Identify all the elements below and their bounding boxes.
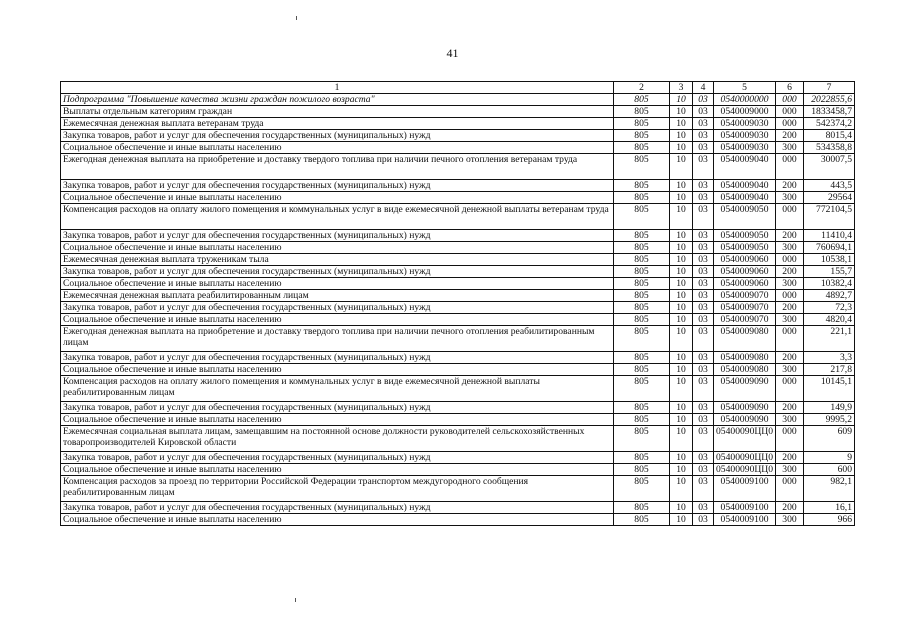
section-code-cell: 10 [670, 314, 693, 326]
row-name-cell: Социальное обеспечение и иные выплаты населению [61, 278, 614, 290]
subsection-code-cell: 03 [693, 106, 714, 118]
expense-type-cell: 000 [776, 376, 804, 402]
ministry-code-cell: 805 [614, 154, 670, 180]
table-row [61, 180, 855, 192]
amount-cell: 772104,5 [804, 204, 855, 230]
target-article-cell: 0540009050 [714, 204, 776, 230]
ministry-code-cell: 805 [614, 142, 670, 154]
expense-type-cell: 200 [776, 402, 804, 414]
subsection-code-cell: 03 [693, 242, 714, 254]
target-article-cell: 0540009040 [714, 192, 776, 204]
amount-cell: 16,1 [804, 502, 855, 514]
expense-type-cell: 200 [776, 352, 804, 364]
amount-cell: 29564 [804, 192, 855, 204]
section-code-cell: 10 [670, 242, 693, 254]
row-name-cell: Компенсация расходов на оплату жилого помещения и коммунальных услуг в виде ежемесячной денежной выплаты реабилитированным лицам [61, 376, 614, 402]
row-name-cell: Социальное обеспечение и иные выплаты населению [61, 142, 614, 154]
expense-type-cell: 000 [776, 106, 804, 118]
target-article-cell: 0540009100 [714, 476, 776, 502]
subsection-code-cell: 03 [693, 278, 714, 290]
ministry-code-cell: 805 [614, 352, 670, 364]
target-article-cell: 0540009060 [714, 278, 776, 290]
row-name-cell: Социальное обеспечение и иные выплаты населению [61, 414, 614, 426]
target-article-cell: 0540009100 [714, 502, 776, 514]
ministry-code-cell: 805 [614, 290, 670, 302]
subsection-code-cell: 03 [693, 326, 714, 352]
target-article-cell: 0540009050 [714, 230, 776, 242]
amount-cell: 8015,4 [804, 130, 855, 142]
target-article-cell: 05400090ЦЦ0 [714, 464, 776, 476]
table-row [61, 230, 855, 242]
ministry-code-cell: 805 [614, 230, 670, 242]
section-code-cell: 10 [670, 230, 693, 242]
target-article-cell: 0540000000 [714, 94, 776, 106]
amount-cell: 72,3 [804, 302, 855, 314]
amount-cell: 600 [804, 464, 855, 476]
table-row [61, 414, 855, 426]
row-name-cell: Закупка товаров, работ и услуг для обеспечения государственных (муниципальных) нужд [61, 452, 614, 464]
amount-cell: 149,9 [804, 402, 855, 414]
expense-type-cell: 300 [776, 314, 804, 326]
section-code-cell: 10 [670, 402, 693, 414]
table-row [61, 204, 855, 230]
target-article-cell: 0540009070 [714, 302, 776, 314]
row-name-cell: Ежемесячная денежная выплата реабилитированным лицам [61, 290, 614, 302]
expense-type-cell: 000 [776, 94, 804, 106]
row-name-cell: Подпрограмма "Повышение качества жизни граждан пожилого возраста" [61, 94, 614, 106]
row-name-cell: Компенсация расходов на оплату жилого помещения и коммунальных услуг в виде ежемесячной денежной выплаты ветеранам труда [61, 204, 614, 230]
target-article-cell: 0540009050 [714, 242, 776, 254]
amount-cell: 10382,4 [804, 278, 855, 290]
ministry-code-cell: 805 [614, 254, 670, 266]
table-row [61, 314, 855, 326]
subsection-code-cell: 03 [693, 94, 714, 106]
column-number: 7 [804, 82, 855, 94]
subsection-code-cell: 03 [693, 402, 714, 414]
table-row [61, 464, 855, 476]
subsection-code-cell: 03 [693, 142, 714, 154]
row-name-cell: Ежегодная денежная выплата на приобретение и доставку твердого топлива при наличии печного отопления реабилитированным лицам [61, 326, 614, 352]
expense-type-cell: 000 [776, 326, 804, 352]
subsection-code-cell: 03 [693, 426, 714, 452]
subsection-code-cell: 03 [693, 290, 714, 302]
row-name-cell: Закупка товаров, работ и услуг для обеспечения государственных (муниципальных) нужд [61, 302, 614, 314]
ministry-code-cell: 805 [614, 302, 670, 314]
target-article-cell: 0540009090 [714, 376, 776, 402]
ministry-code-cell: 805 [614, 180, 670, 192]
subsection-code-cell: 03 [693, 266, 714, 278]
row-name-cell: Ежемесячная социальная выплата лицам, замещавшим на постоянной основе должности руководителей сельскохозяйственных товаропроизводителей Кировской области [61, 426, 614, 452]
row-name-cell: Закупка товаров, работ и услуг для обеспечения государственных (муниципальных) нужд [61, 266, 614, 278]
table-row [61, 130, 855, 142]
row-name-cell: Закупка товаров, работ и услуг для обеспечения государственных (муниципальных) нужд [61, 402, 614, 414]
subsection-code-cell: 03 [693, 352, 714, 364]
section-code-cell: 10 [670, 352, 693, 364]
table-row [61, 502, 855, 514]
target-article-cell: 0540009080 [714, 364, 776, 376]
target-article-cell: 0540009090 [714, 402, 776, 414]
table-row [61, 242, 855, 254]
row-name-cell: Ежемесячная денежная выплата труженикам тыла [61, 254, 614, 266]
subsection-code-cell: 03 [693, 364, 714, 376]
column-number: 5 [714, 82, 776, 94]
column-number: 2 [614, 82, 670, 94]
page-number: 41 [446, 46, 459, 60]
expense-type-cell: 200 [776, 502, 804, 514]
row-name-cell: Закупка товаров, работ и услуг для обеспечения государственных (муниципальных) нужд [61, 502, 614, 514]
section-code-cell: 10 [670, 180, 693, 192]
row-name-cell: Закупка товаров, работ и услуг для обеспечения государственных (муниципальных) нужд [61, 230, 614, 242]
expense-type-cell: 300 [776, 278, 804, 290]
subsection-code-cell: 03 [693, 180, 714, 192]
row-name-cell: Социальное обеспечение и иные выплаты населению [61, 464, 614, 476]
section-code-cell: 10 [670, 502, 693, 514]
ministry-code-cell: 805 [614, 502, 670, 514]
amount-cell: 4820,4 [804, 314, 855, 326]
scan-speck-bottom [295, 598, 296, 602]
target-article-cell: 0540009030 [714, 118, 776, 130]
row-name-cell: Социальное обеспечение и иные выплаты населению [61, 192, 614, 204]
ministry-code-cell: 805 [614, 314, 670, 326]
section-code-cell: 10 [670, 94, 693, 106]
section-code-cell: 10 [670, 302, 693, 314]
expense-type-cell: 200 [776, 302, 804, 314]
expense-type-cell: 200 [776, 130, 804, 142]
subsection-code-cell: 03 [693, 414, 714, 426]
amount-cell: 760694,1 [804, 242, 855, 254]
section-code-cell: 10 [670, 414, 693, 426]
section-code-cell: 10 [670, 376, 693, 402]
target-article-cell: 0540009100 [714, 514, 776, 526]
section-code-cell: 10 [670, 130, 693, 142]
table-row [61, 364, 855, 376]
target-article-cell: 0540009090 [714, 414, 776, 426]
section-code-cell: 10 [670, 192, 693, 204]
ministry-code-cell: 805 [614, 106, 670, 118]
subsection-code-cell: 03 [693, 514, 714, 526]
expense-type-cell: 300 [776, 142, 804, 154]
subsection-code-cell: 03 [693, 314, 714, 326]
table-row [61, 266, 855, 278]
expense-type-cell: 000 [776, 154, 804, 180]
expense-type-cell: 300 [776, 364, 804, 376]
ministry-code-cell: 805 [614, 414, 670, 426]
column-number-row [61, 82, 855, 94]
ministry-code-cell: 805 [614, 376, 670, 402]
target-article-cell: 05400090ЦЦ0 [714, 426, 776, 452]
section-code-cell: 10 [670, 290, 693, 302]
section-code-cell: 10 [670, 364, 693, 376]
expense-type-cell: 000 [776, 204, 804, 230]
ministry-code-cell: 805 [614, 364, 670, 376]
section-code-cell: 10 [670, 426, 693, 452]
section-code-cell: 10 [670, 278, 693, 290]
row-name-cell: Закупка товаров, работ и услуг для обеспечения государственных (муниципальных) нужд [61, 352, 614, 364]
table-row [61, 118, 855, 130]
expense-type-cell: 000 [776, 254, 804, 266]
section-code-cell: 10 [670, 106, 693, 118]
section-code-cell: 10 [670, 254, 693, 266]
section-code-cell: 10 [670, 204, 693, 230]
expense-type-cell: 300 [776, 242, 804, 254]
target-article-cell: 0540009040 [714, 154, 776, 180]
amount-cell: 3,3 [804, 352, 855, 364]
amount-cell: 443,5 [804, 180, 855, 192]
expense-type-cell: 000 [776, 290, 804, 302]
amount-cell: 221,1 [804, 326, 855, 352]
section-code-cell: 10 [670, 452, 693, 464]
expense-type-cell: 200 [776, 452, 804, 464]
subsection-code-cell: 03 [693, 192, 714, 204]
row-name-cell: Выплаты отдельным категориям граждан [61, 106, 614, 118]
section-code-cell: 10 [670, 476, 693, 502]
table-row [61, 476, 855, 502]
section-code-cell: 10 [670, 514, 693, 526]
subsection-code-cell: 03 [693, 204, 714, 230]
subsection-code-cell: 03 [693, 230, 714, 242]
row-name-cell: Закупка товаров, работ и услуг для обеспечения государственных (муниципальных) нужд [61, 130, 614, 142]
expense-type-cell: 300 [776, 514, 804, 526]
target-article-cell: 0540009040 [714, 180, 776, 192]
column-number: 4 [693, 82, 714, 94]
scan-speck-top [296, 16, 297, 20]
target-article-cell: 0540009070 [714, 314, 776, 326]
table-row [61, 452, 855, 464]
subsection-code-cell: 03 [693, 502, 714, 514]
amount-cell: 542374,2 [804, 118, 855, 130]
amount-cell: 217,8 [804, 364, 855, 376]
section-code-cell: 10 [670, 118, 693, 130]
ministry-code-cell: 805 [614, 514, 670, 526]
subsection-code-cell: 03 [693, 154, 714, 180]
expense-type-cell: 000 [776, 476, 804, 502]
amount-cell: 982,1 [804, 476, 855, 502]
table-row [61, 106, 855, 118]
amount-cell: 10538,1 [804, 254, 855, 266]
target-article-cell: 0540009070 [714, 290, 776, 302]
subsection-code-cell: 03 [693, 254, 714, 266]
amount-cell: 1833458,7 [804, 106, 855, 118]
budget-table [60, 81, 855, 526]
amount-cell: 534358,8 [804, 142, 855, 154]
expense-type-cell: 000 [776, 118, 804, 130]
row-name-cell: Ежемесячная денежная выплата ветеранам труда [61, 118, 614, 130]
target-article-cell: 0540009080 [714, 326, 776, 352]
ministry-code-cell: 805 [614, 130, 670, 142]
ministry-code-cell: 805 [614, 192, 670, 204]
table-row [61, 290, 855, 302]
amount-cell: 9995,2 [804, 414, 855, 426]
target-article-cell: 0540009060 [714, 254, 776, 266]
ministry-code-cell: 805 [614, 476, 670, 502]
table-row [61, 254, 855, 266]
expense-type-cell: 200 [776, 266, 804, 278]
expense-type-cell: 200 [776, 230, 804, 242]
table-row [61, 402, 855, 414]
column-number: 6 [776, 82, 804, 94]
subsection-code-cell: 03 [693, 464, 714, 476]
table-row [61, 426, 855, 452]
ministry-code-cell: 805 [614, 242, 670, 254]
target-article-cell: 0540009030 [714, 142, 776, 154]
ministry-code-cell: 805 [614, 452, 670, 464]
table-row [61, 192, 855, 204]
row-name-cell: Социальное обеспечение и иные выплаты населению [61, 314, 614, 326]
table-row [61, 302, 855, 314]
expense-type-cell: 000 [776, 426, 804, 452]
ministry-code-cell: 805 [614, 266, 670, 278]
ministry-code-cell: 805 [614, 94, 670, 106]
target-article-cell: 05400090ЦЦ0 [714, 452, 776, 464]
section-code-cell: 10 [670, 464, 693, 476]
column-number: 3 [670, 82, 693, 94]
expense-type-cell: 300 [776, 464, 804, 476]
amount-cell: 11410,4 [804, 230, 855, 242]
table-row [61, 278, 855, 290]
subsection-code-cell: 03 [693, 376, 714, 402]
ministry-code-cell: 805 [614, 426, 670, 452]
target-article-cell: 0540009060 [714, 266, 776, 278]
amount-cell: 155,7 [804, 266, 855, 278]
expense-type-cell: 300 [776, 414, 804, 426]
amount-cell: 966 [804, 514, 855, 526]
table-row [61, 154, 855, 180]
subsection-code-cell: 03 [693, 452, 714, 464]
row-name-cell: Социальное обеспечение и иные выплаты населению [61, 364, 614, 376]
subsection-code-cell: 03 [693, 476, 714, 502]
table-row [61, 142, 855, 154]
table-row [61, 514, 855, 526]
target-article-cell: 0540009080 [714, 352, 776, 364]
subsection-code-cell: 03 [693, 130, 714, 142]
table-row [61, 376, 855, 402]
amount-cell: 609 [804, 426, 855, 452]
table-body [61, 82, 855, 526]
row-name-cell: Социальное обеспечение и иные выплаты населению [61, 242, 614, 254]
amount-cell: 4892,7 [804, 290, 855, 302]
ministry-code-cell: 805 [614, 278, 670, 290]
table-row [61, 326, 855, 352]
expense-type-cell: 200 [776, 180, 804, 192]
amount-cell: 2022855,6 [804, 94, 855, 106]
target-article-cell: 0540009000 [714, 106, 776, 118]
amount-cell: 30007,5 [804, 154, 855, 180]
row-name-cell: Ежегодная денежная выплата на приобретение и доставку твердого топлива при наличии печного отопления ветеранам труда [61, 154, 614, 180]
table-row [61, 94, 855, 106]
section-code-cell: 10 [670, 154, 693, 180]
row-name-cell: Компенсация расходов за проезд по территории Российской Федерации транспортом междугородного сообщения реабилитированным лицам [61, 476, 614, 502]
table-row [61, 352, 855, 364]
amount-cell: 9 [804, 452, 855, 464]
section-code-cell: 10 [670, 142, 693, 154]
column-number: 1 [61, 82, 614, 94]
ministry-code-cell: 805 [614, 326, 670, 352]
section-code-cell: 10 [670, 326, 693, 352]
ministry-code-cell: 805 [614, 204, 670, 230]
ministry-code-cell: 805 [614, 464, 670, 476]
amount-cell: 10145,1 [804, 376, 855, 402]
ministry-code-cell: 805 [614, 118, 670, 130]
row-name-cell: Закупка товаров, работ и услуг для обеспечения государственных (муниципальных) нужд [61, 180, 614, 192]
subsection-code-cell: 03 [693, 302, 714, 314]
ministry-code-cell: 805 [614, 402, 670, 414]
row-name-cell: Социальное обеспечение и иные выплаты населению [61, 514, 614, 526]
section-code-cell: 10 [670, 266, 693, 278]
subsection-code-cell: 03 [693, 118, 714, 130]
expense-type-cell: 300 [776, 192, 804, 204]
target-article-cell: 0540009030 [714, 130, 776, 142]
